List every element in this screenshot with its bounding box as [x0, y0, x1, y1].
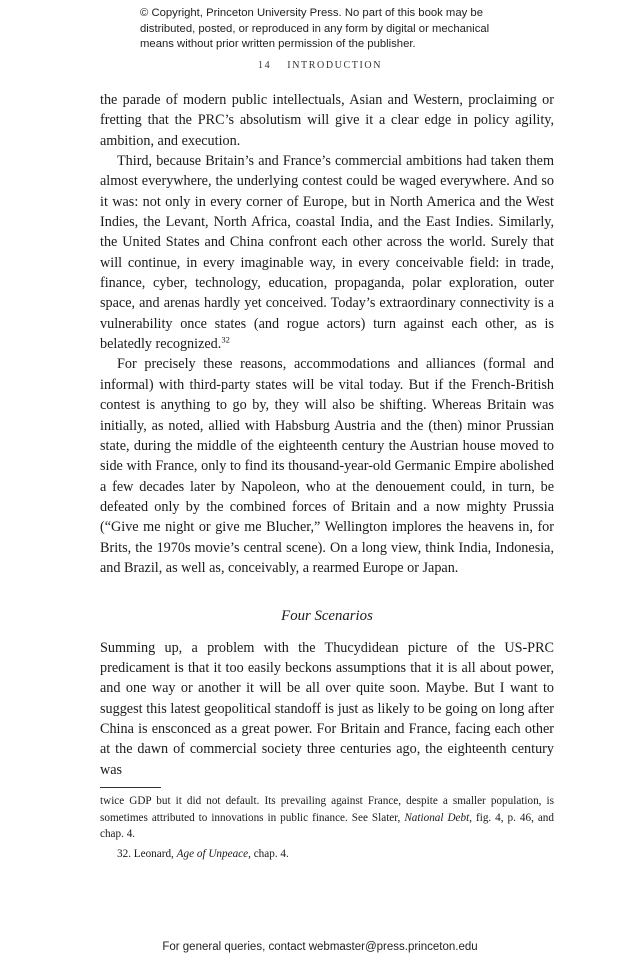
footnote-continued — [100, 793, 554, 843]
footnote-text: twice GDP but it did not default. Its prevailing against France, despite a smaller population, is sometimes attributed to innovations in public finance. See Slater, — [100, 795, 554, 824]
main-text — [100, 90, 554, 780]
running-head — [0, 60, 640, 71]
copyright-notice: © Copyright, Princeton University Press. No part of this book may be distributed, posted, or reproduced in any form by digital or mechanical means without prior written permission of the publisher. — [140, 7, 490, 50]
footer-contact: For general queries, contact webmaster@press.princeton.edu — [162, 941, 478, 953]
footnotes — [100, 793, 554, 862]
footnote-text: , chap. 4. — [248, 847, 289, 860]
cited-title: National Debt — [404, 811, 470, 824]
cited-title: Age of Unpeace — [176, 847, 249, 860]
paragraph-text: Third, because Britain’s and France’s commercial ambitions had taken them almost everywhere, the underlying contest could be waged everywhere. And so it was: not only in every corner of Europe, but in North America and the West Indies, the Levant, North Africa, coastal India, and the East Indies. Similarly, the United States and China confront each other across the world. Surely that will continue, in every imaginable way, in every conceivable field: in trade, finance, cyber, technology, education, propaganda, polar exploration, outer space, and arenas hardly yet conceived. Today’s extraordinary connectivity is a vulnerability once states (and rogue actors) turn against each other, as is belatedly recognized. — [100, 153, 554, 353]
paragraph: the parade of modern public intellectuals, Asian and Western, proclaiming or fretting that the PRC’s absolutism will give it a clear edge in policy agility, ambition, and execution. — [100, 92, 554, 149]
footnote-ref[interactable]: 32 — [221, 334, 230, 345]
running-title: INTRODUCTION — [287, 60, 383, 71]
footnote-divider — [100, 787, 161, 788]
paragraph — [100, 151, 554, 354]
footnote-text: , fig. 4, p. 46, and chap. 4. — [100, 811, 554, 840]
paragraph: For precisely these reasons, accommodations and alliances (formal and informal) with third-party states will be vital today. But if the French-British contest is anything to go by, they will also be shifting. Whereas Britain was initially, as noted, allied with Habsburg Austria and the (then) minor Prussian state, during the middle of the eighteenth century the Austrian house moved to side with France, only to find its thousand-year-old Germanic Empire abolished a few decades later by Napoleon, who at the denouement could, in turn, be defeated only by the combined forces of Britain and a now mighty Prussia (“Give me night or give me Blucher,” Wellington implores the heavens in, for Brits, the 1970s movie’s central scene). On a long view, think India, Indonesia, and Brazil, as well as, conceivably, a rearmed Europe or Japan. — [100, 356, 554, 576]
section-heading: Four Scenarios — [281, 608, 373, 625]
footnote-text: 32. Leonard, — [117, 847, 177, 860]
paragraph: Summing up, a problem with the Thucydidean picture of the US-PRC predicament is that it too easily beckons assumptions that it is all about power, and one way or another it will be all over quite soon. Maybe. But I want to suggest this latest geopolitical standoff is just as likely to be going on long after China is ensconced as a great power. For Britain and France, facing each other at the dawn of commercial society three centuries ago, the eighteenth century was — [100, 639, 554, 778]
page-number: 14 — [257, 60, 272, 71]
footnote-32 — [100, 846, 554, 863]
